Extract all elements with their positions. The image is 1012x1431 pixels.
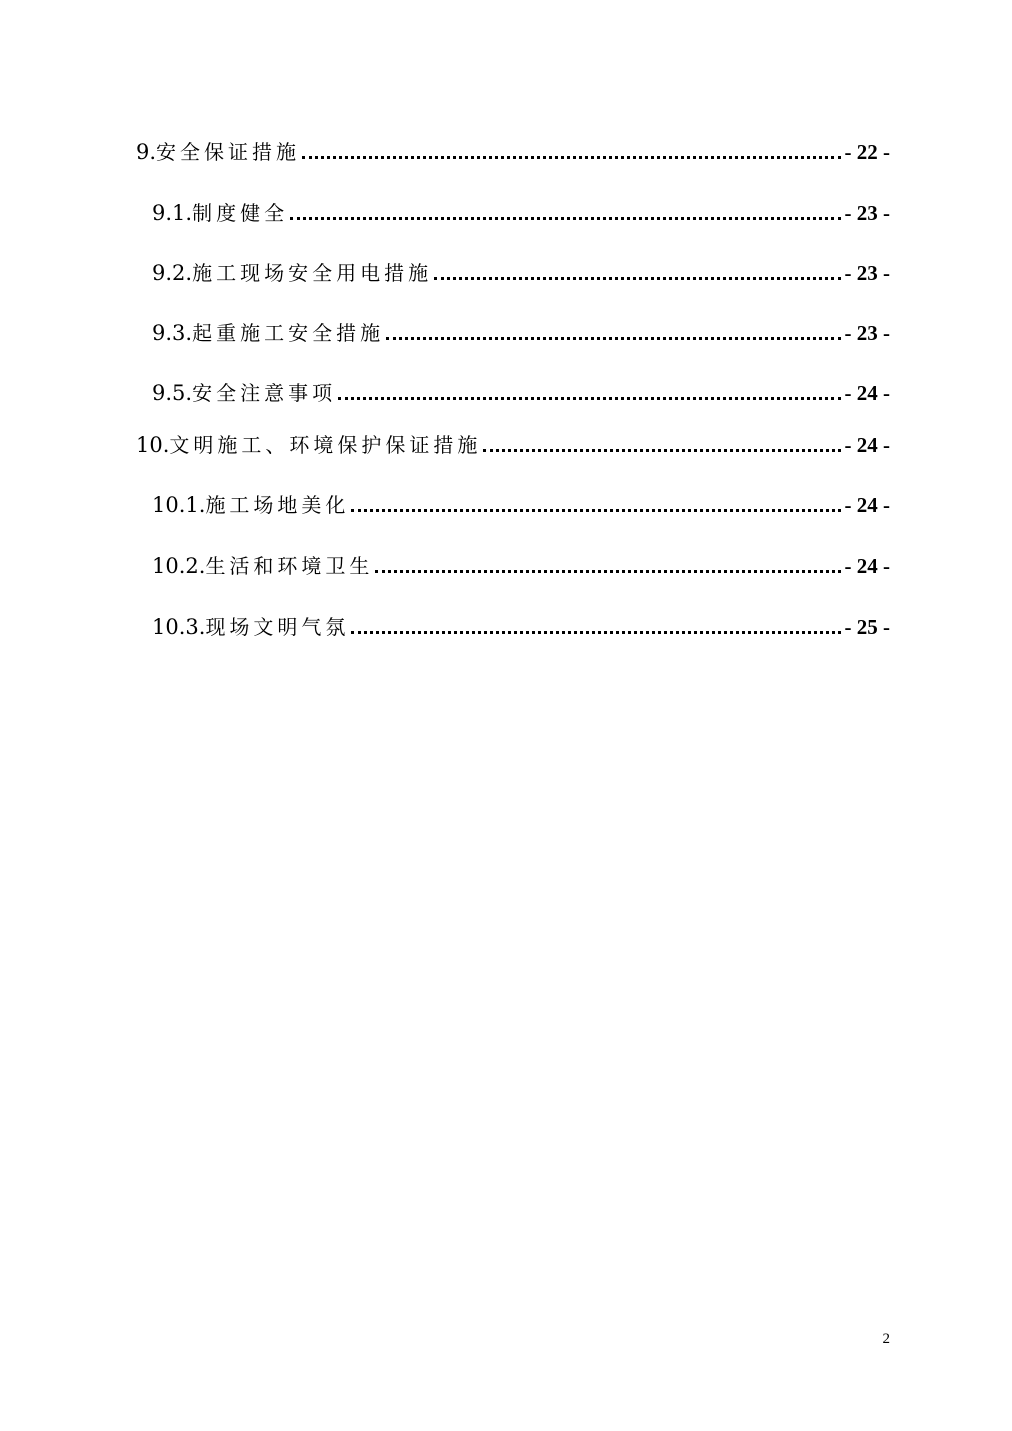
toc-dot-leader	[434, 277, 840, 280]
toc-entry-title: 文明施工、环境保护保证措施	[169, 433, 482, 457]
toc-entry-9-1[interactable]	[152, 191, 890, 225]
toc-entry-9-5[interactable]	[152, 371, 890, 405]
toc-entry-title: 安全注意事项	[192, 381, 337, 405]
toc-dot-leader	[386, 337, 840, 340]
toc-entry-10-2[interactable]	[152, 544, 890, 578]
toc-entry-number: 9.5.	[152, 381, 193, 405]
toc-entry-title: 起重施工安全措施	[192, 321, 385, 345]
toc-entry-page: - 23 -	[844, 261, 890, 285]
toc-dot-leader	[338, 397, 840, 400]
page-number: 2	[882, 1331, 890, 1347]
toc-dot-leader	[302, 156, 840, 159]
toc-entry-page: - 24 -	[844, 493, 890, 517]
toc-entry-page: - 24 -	[844, 554, 890, 578]
toc-entry-page: - 22 -	[844, 140, 890, 164]
toc-dot-leader	[351, 631, 840, 634]
toc-entry-number: 9.	[136, 140, 157, 164]
toc-entry-10-3[interactable]	[152, 605, 890, 639]
toc-entry-title: 制度健全	[192, 201, 289, 225]
toc-entry-number: 10.3.	[152, 615, 206, 639]
toc-entry-page: - 23 -	[844, 321, 890, 345]
toc-entry-page: - 25 -	[844, 615, 890, 639]
toc-entry-title: 施工现场安全用电措施	[192, 261, 433, 285]
toc-dot-leader	[375, 570, 840, 573]
toc-entry-number: 9.3.	[152, 321, 193, 345]
toc-entry-number: 10.1.	[152, 493, 206, 517]
toc-entry-title: 现场文明气氛	[205, 615, 350, 639]
toc-entry-page: - 24 -	[844, 433, 890, 457]
toc-entry-9-2[interactable]	[152, 251, 890, 285]
toc-entry-number: 9.1.	[152, 201, 193, 225]
toc-entry-number: 10.2.	[152, 554, 206, 578]
toc-entry-page: - 24 -	[844, 381, 890, 405]
toc-dot-leader	[351, 509, 840, 512]
toc-entry-title: 施工场地美化	[205, 493, 350, 517]
toc-entry-9[interactable]	[136, 130, 890, 164]
toc-entry-title: 安全保证措施	[156, 140, 301, 164]
toc-entry-number: 9.2.	[152, 261, 193, 285]
toc-entry-title: 生活和环境卫生	[205, 554, 374, 578]
toc-entry-page: - 23 -	[844, 201, 890, 225]
toc-entry-10-1[interactable]	[152, 483, 890, 517]
toc-dot-leader	[290, 217, 840, 220]
toc-entry-9-3[interactable]	[152, 311, 890, 345]
toc-dot-leader	[483, 449, 840, 452]
toc-entry-number: 10.	[136, 433, 170, 457]
toc-entry-10[interactable]	[136, 423, 890, 457]
